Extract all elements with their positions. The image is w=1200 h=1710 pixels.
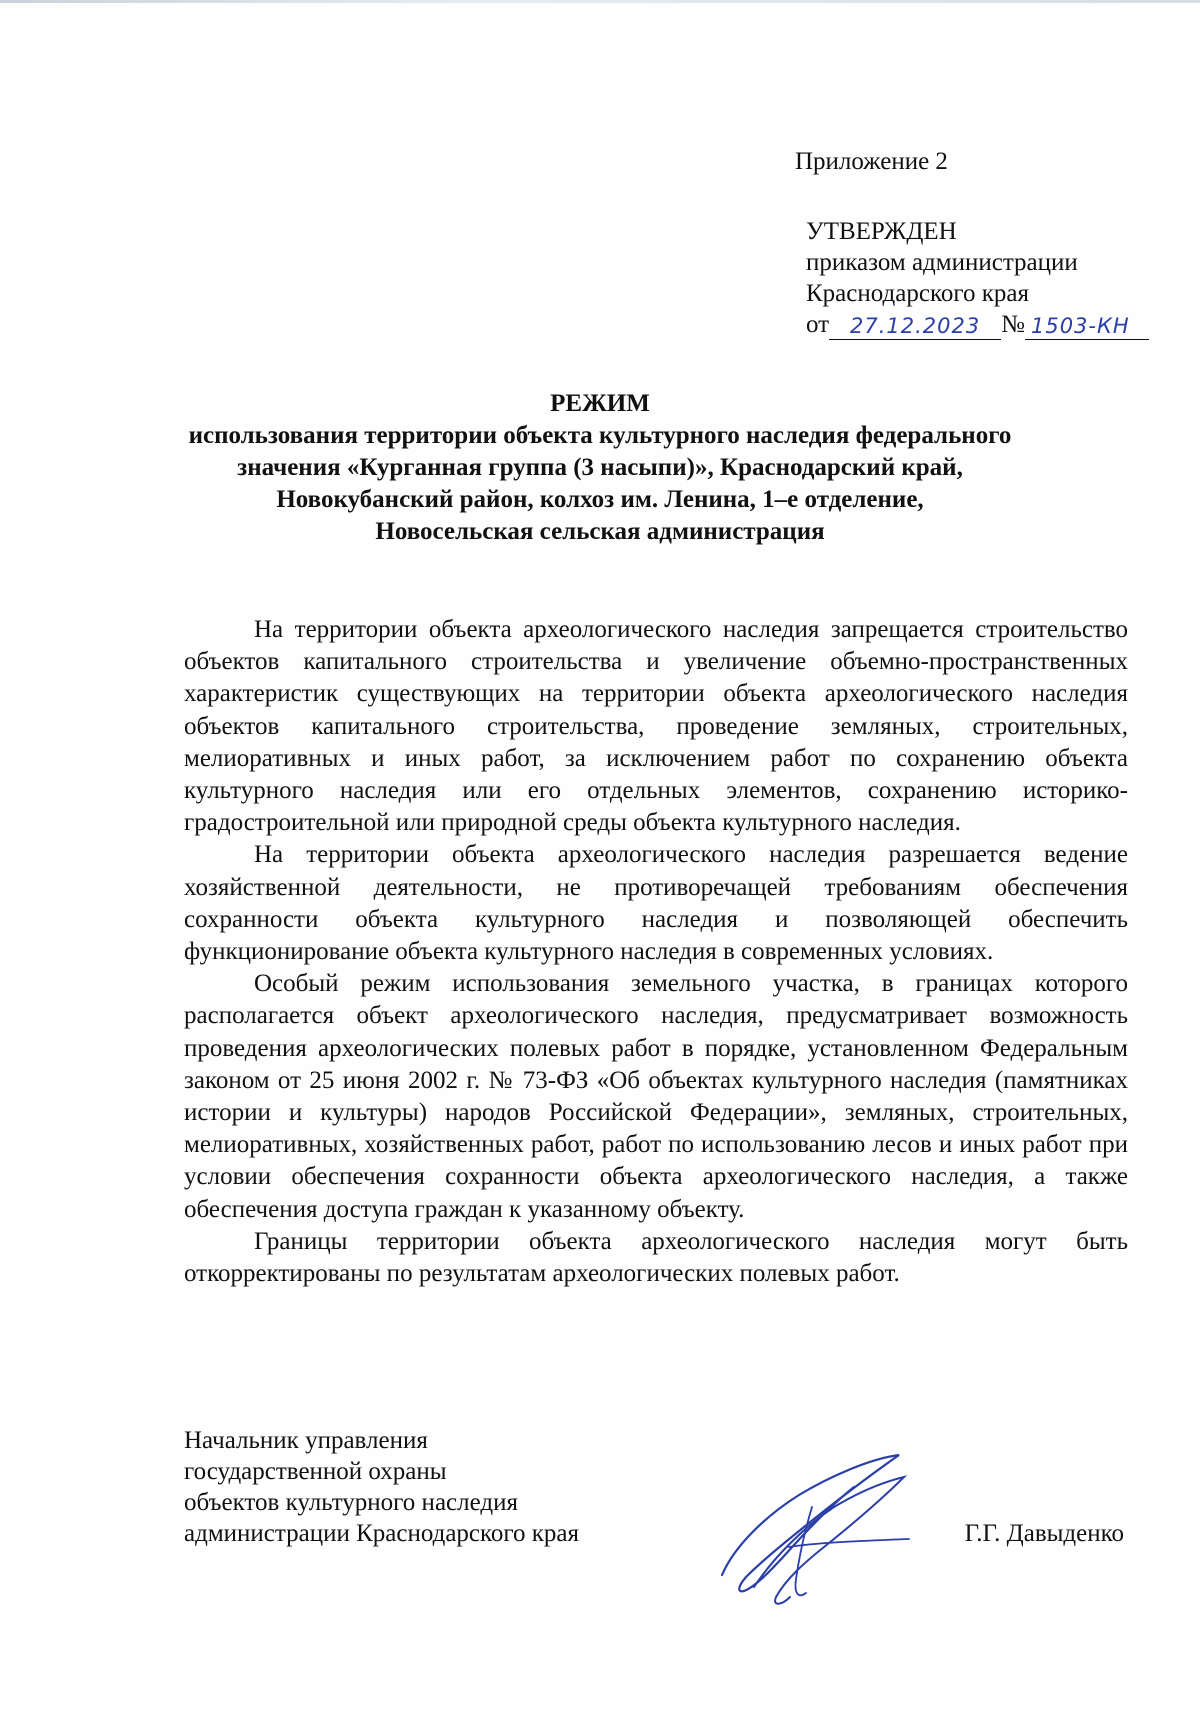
approval-stamp-block xyxy=(806,216,1149,340)
document-body xyxy=(184,614,1128,1290)
order-number-handwritten: 1503-КН xyxy=(1025,313,1149,340)
appendix-label: Приложение 2 xyxy=(795,148,948,175)
title-line-3: Новокубанский район, колхоз им. Ленина, 1–е отделение, xyxy=(276,486,924,513)
title-line-2: значения «Курганная группа (3 насыпи)», Краснодарский край, xyxy=(237,454,963,481)
paragraph-2: На территории объекта археологического наследия разрешается ведение хозяйственной деятельности, не противоречащей требованиям обеспечения сохранности объекта культурного наследия и позволяющей обеспечить функционирование объекта культурного наследия в современных условиях. xyxy=(184,841,1128,966)
scan-edge xyxy=(0,0,1200,3)
paragraph-3: Особый режим использования земельного участка, в границах которого располагается объект археологического наследия, предусматривает возможность проведения археологических полевых работ в порядке, установленном Федеральным законом от 25 июня 2002 г. № 73-ФЗ «Об объектах культурного наследия (памятниках истории и культуры) народов Российской Федерации», земляных, строительных, мелиоративных, хозяйственных работ, работ по использованию лесов и иных работ при условии обеспечения сохранности объекта археологического наследия, а также обеспечения доступа граждан к указанному объекту. xyxy=(184,970,1128,1223)
signer-position-line-2: государственной охраны xyxy=(184,1458,447,1485)
signer-name: Г.Г. Давыденко xyxy=(964,1520,1124,1547)
paragraph-1: На территории объекта археологического наследия запрещается строительство объектов капитального строительства и увеличение объемно-пространственных характеристик существующих на территории объекта археологического наследия объектов капитального строительства, проведение земляных, строительных, мелиоративных и иных работ, за исключением работ по сохранению объекта культурного наследия или его отдельных элементов, сохранению историко-градостроительной или природной среды объекта культурного наследия. xyxy=(184,616,1128,837)
signer-position-line-3: объектов культурного наследия xyxy=(184,1489,518,1516)
order-date-handwritten: 27.12.2023 xyxy=(829,313,1001,340)
signer-position-line-1: Начальник управления xyxy=(184,1427,428,1454)
paragraph-4: Границы территории объекта археологического наследия могут быть откорректированы по результатам археологических полевых работ. xyxy=(184,1227,1128,1288)
approved-by-line-1: приказом администрации xyxy=(806,249,1078,276)
number-label: № xyxy=(1001,311,1025,338)
signature-block xyxy=(184,1425,1128,1565)
signer-position-line-4: администрации Краснодарского края xyxy=(184,1520,580,1547)
title-line-4: Новосельская сельская администрация xyxy=(375,518,825,545)
approved-by-line-2: Краснодарского края xyxy=(806,280,1029,307)
document-title xyxy=(150,388,1050,548)
title-line-1: использования территории объекта культурного наследия федерального xyxy=(188,422,1012,449)
from-label: от xyxy=(806,311,830,338)
title-main: РЕЖИМ xyxy=(550,390,650,417)
approved-heading: УТВЕРЖДЕН xyxy=(806,218,957,245)
order-date-number-line xyxy=(806,309,1149,340)
handwritten-signature-icon xyxy=(694,1447,924,1617)
